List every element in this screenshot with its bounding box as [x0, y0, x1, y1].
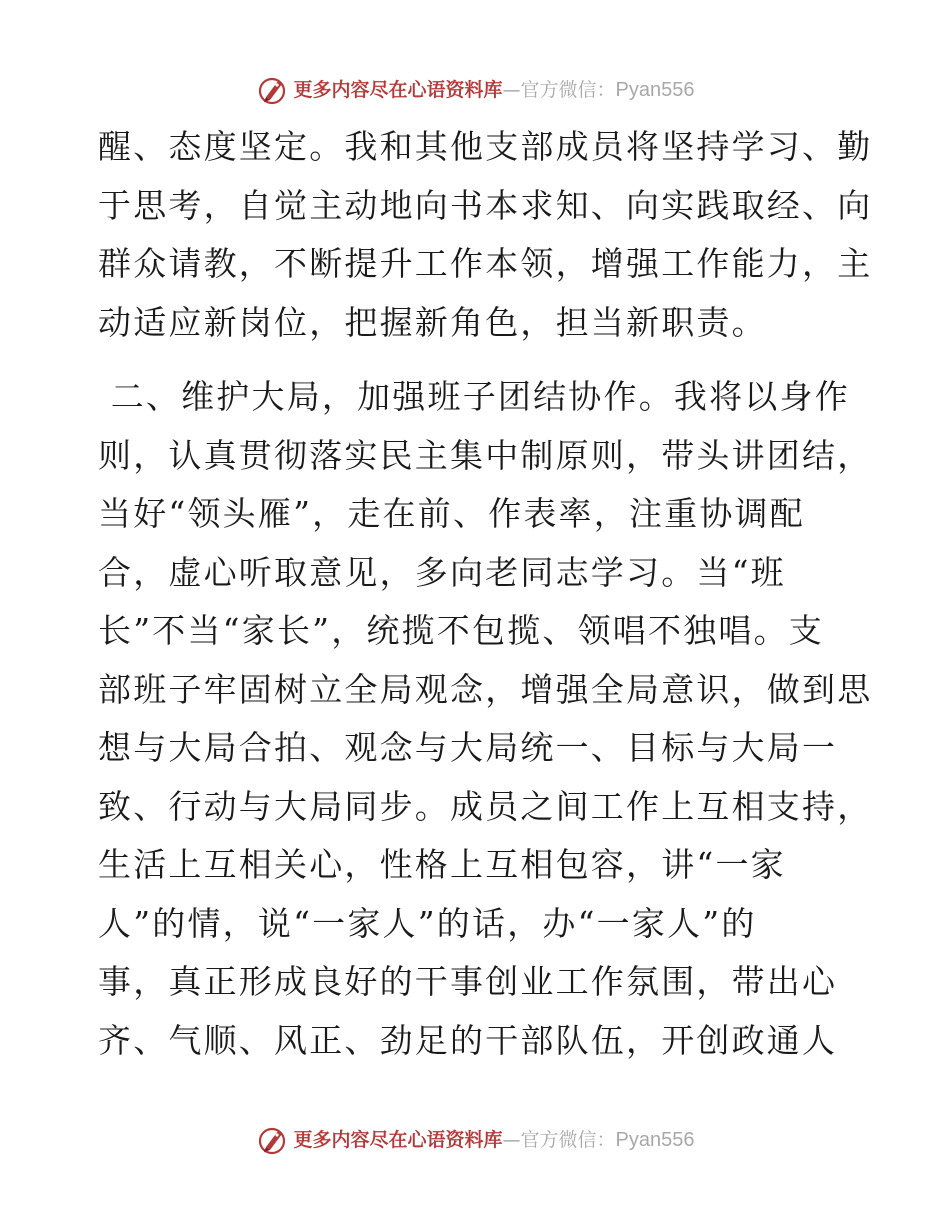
text-line: 事，真正形成良好的干事创业工作氛围，带出心	[98, 962, 838, 1001]
text-line: 醒、态度坚定。我和其他支部成员将坚持学习、勤	[98, 127, 873, 166]
text-line: 于思考，自觉主动地向书本求知、向实践取经、向	[98, 185, 873, 225]
text-line: 想与大局合拍、观念与大局统一、目标与大局一	[98, 728, 838, 767]
document-body	[98, 118, 873, 1070]
text-line: 人”的情，说“一家人”的话，办“一家人”的	[98, 903, 757, 943]
text-line: 齐、气顺、风正、劲足的干部队伍，开创政通人	[98, 1020, 838, 1060]
text-line: 则，认真贯彻落实民主集中制原则，带头讲团结，	[98, 435, 873, 475]
pen-nib-logo-icon	[256, 73, 290, 107]
text-line: 群众请教，不断提升工作本领，增强工作能力，主	[98, 244, 873, 283]
text-line: 当好“领头雁”，走在前、作表率，注重协调配	[98, 494, 805, 533]
footer-wechat-id: Pyan556	[615, 1129, 695, 1151]
header-watermark-text	[294, 80, 695, 100]
text-line: 动适应新岗位，把握新角色，担当新职责。	[98, 302, 767, 342]
footer-watermark-text	[294, 1130, 695, 1150]
header-promo-text: 更多内容尽在心语资料库	[293, 79, 503, 101]
text-line: 部班子牢固树立全局观念，增强全局意识，做到思	[98, 669, 873, 709]
paragraph-1	[98, 118, 873, 352]
footer-watermark-banner	[0, 1120, 950, 1160]
footer-promo-text: 更多内容尽在心语资料库	[293, 1129, 503, 1151]
header-watermark-banner	[0, 70, 950, 110]
text-line: 长”不当“家长”，统揽不包揽、领唱不独唱。支	[98, 611, 825, 650]
header-separator: —	[502, 80, 521, 101]
text-line: 致、行动与大局同步。成员之间工作上互相支持，	[98, 786, 873, 826]
paragraph-gap	[98, 352, 858, 368]
pen-nib-logo-icon	[256, 1123, 290, 1157]
footer-wechat-label: 官方微信：	[520, 1129, 616, 1151]
footer-separator: —	[502, 1130, 521, 1151]
text-line: 生活上互相关心，性格上互相包容，讲“一家	[98, 845, 786, 884]
text-line: 合，虚心听取意见，多向老同志学习。当“班	[98, 552, 786, 592]
text-line: 二、维护大局，加强班子团结协作。我将以身作	[98, 377, 850, 416]
paragraph-2	[98, 368, 873, 1070]
header-wechat-label: 官方微信：	[520, 79, 616, 101]
header-wechat-id: Pyan556	[615, 79, 695, 101]
